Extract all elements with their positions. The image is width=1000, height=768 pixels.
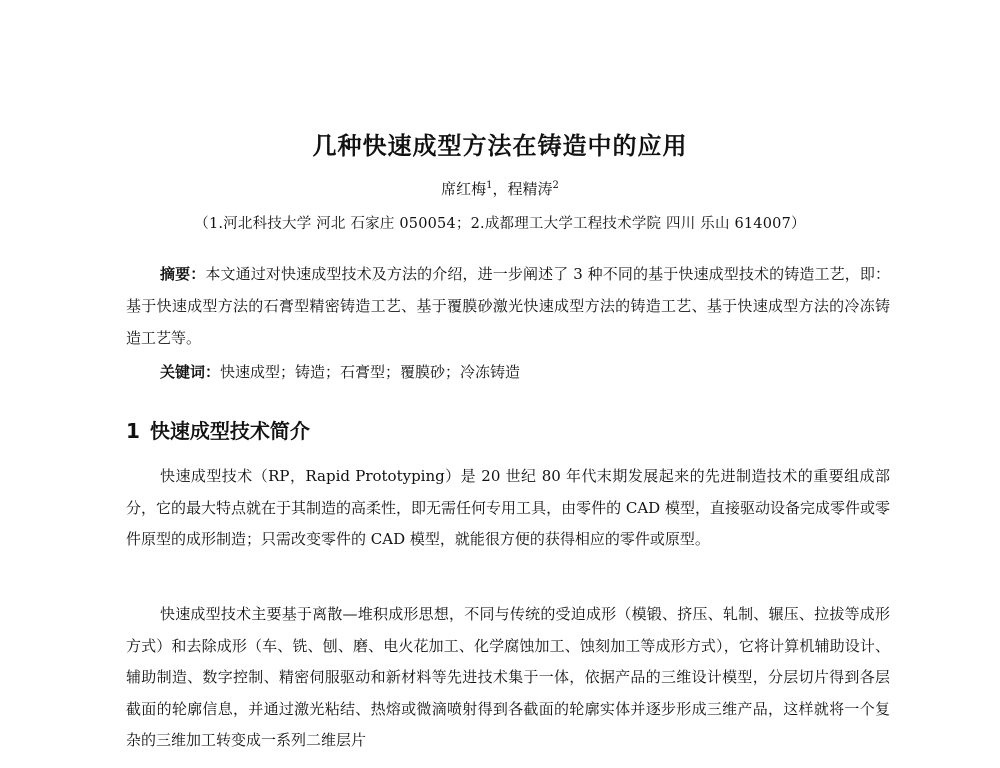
author-line: [0, 178, 1000, 199]
abstract-label: 摘要：: [160, 265, 206, 283]
keywords: [160, 356, 890, 388]
paper-title: 几种快速成型方法在铸造中的应用: [312, 132, 688, 160]
affiliation-line: （1.河北科技大学 河北 石家庄 050054；2.成都理工大学工程技术学院 四川 乐山 614007）: [194, 216, 806, 232]
body-paragraph: 快速成型技术主要基于离散—堆积成形思想，不同与传统的受迫成形（模锻、挤压、轧制、辗压、拉拔等成形方式）和去除成形（车、铣、刨、磨、电火花加工、化学腐蚀加工、蚀刻加工等成形方式），它将计算机辅助设计、辅助制造、数字控制、精密伺服驱动和新材料等先进技术集于一体，依据产品的三维设计模型，分层切片得到各层截面的轮廓信息，并通过激光粘结、热熔或微滴喷射得到各截面的轮廓实体并逐步形成三维产品，这样就将一个复杂的三维加工转变成一系列二维层片: [126, 605, 890, 749]
section-title: 快速成型技术简介: [149, 419, 310, 443]
author-name: 程精涛: [507, 180, 553, 198]
keywords-text: 快速成型；铸造；石膏型；覆膜砂；冷冻铸造: [220, 363, 521, 381]
author-name: 席红梅: [441, 180, 487, 198]
keywords-label: 关键词：: [160, 363, 221, 381]
author-separator: ，: [492, 180, 508, 198]
abstract: [126, 258, 890, 354]
author-affiliation-mark: 2: [552, 180, 559, 191]
body-paragraph: 快速成型技术（RP，Rapid Prototyping）是 20 世纪 80 年代末期发展起来的先进制造技术的重要组成部分，它的最大特点就在于其制造的高柔性，即无需任何专用工具，由零件的 CAD 模型，直接驱动设备完成零件或零件原型的成形制造；只需改变零件的 CAD 模型，就能很方便的获得相应的零件或原型。: [126, 467, 890, 548]
section-heading: [126, 415, 310, 444]
author-affiliation-mark: 1: [486, 180, 493, 191]
abstract-text: 本文通过对快速成型技术及方法的介绍，进一步阐述了 3 种不同的基于快速成型技术的铸造工艺，即：基于快速成型方法的石膏型精密铸造工艺、基于覆膜砂激光快速成型方法的铸造工艺、基于快速成型方法的冷冻铸造工艺等。: [126, 265, 890, 347]
section-number: 1: [126, 419, 140, 443]
